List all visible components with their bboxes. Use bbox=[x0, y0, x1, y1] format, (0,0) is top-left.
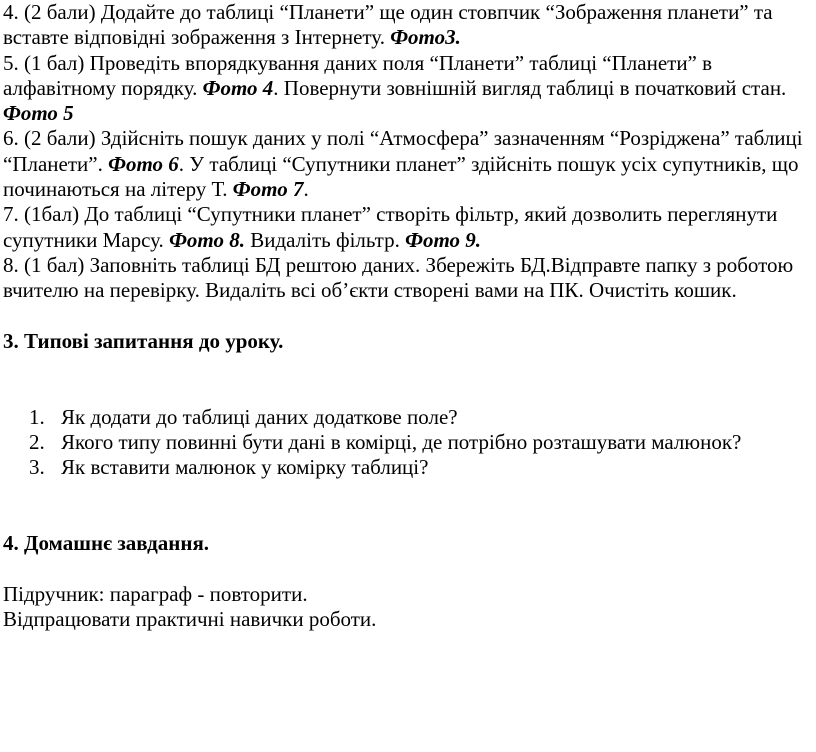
task-4 bbox=[3, 0, 812, 51]
list-item bbox=[29, 430, 812, 455]
task-7-text: 7. (1бал) До таблиці “Супутники планет” створіть фільтр, який дозволить переглянути супутники Марсу. bbox=[3, 202, 778, 252]
task-5-text-b: . Повернути зовнішній вигляд таблиці в початковий стан. bbox=[273, 75, 787, 100]
task-4-photo-ref: Фото3. bbox=[390, 25, 461, 50]
spacer bbox=[3, 379, 812, 404]
task-7-text-b: Видаліть фільтр. bbox=[244, 227, 406, 252]
homework-line-2: Відпрацювати практичні навички роботи. bbox=[3, 607, 377, 632]
list-item bbox=[29, 455, 812, 480]
task-8-text: 8. (1 бал) Заповніть таблиці БД рештою даних. Збережіть БД.Відправте папку з роботою вчителю на перевірку. Видаліть всі об’єкти створені вами на ПК. Очистіть кошик. bbox=[3, 252, 794, 303]
task-7-photo-ref-b: Фото 9. bbox=[405, 227, 482, 252]
task-6-photo-ref-b: Фото 7 bbox=[232, 177, 304, 202]
task-8 bbox=[3, 253, 812, 304]
list-item bbox=[29, 404, 812, 430]
section-4-heading: 4. Домашнє завдання. bbox=[3, 531, 210, 556]
task-6-photo-ref-a: Фото 6 bbox=[108, 151, 179, 176]
list-item-number: 3. bbox=[29, 455, 45, 480]
tasks-block bbox=[3, 0, 812, 304]
task-5-photo-ref-a: Фото 4 bbox=[202, 75, 274, 100]
task-5 bbox=[3, 51, 812, 127]
spacer bbox=[3, 481, 812, 506]
task-5-photo-ref-b: Фото 5 bbox=[3, 101, 74, 126]
task-7 bbox=[3, 202, 812, 253]
section-3-heading: 3. Типові запитання до уроку. bbox=[3, 328, 284, 353]
questions-list bbox=[3, 405, 812, 481]
task-4-text: 4. (2 бали) Додайте до таблиці “Планети” ще один стовпчик “Зображення планети” та вставте відповідні зображення з Інтернету. bbox=[3, 0, 773, 50]
task-6 bbox=[3, 126, 812, 202]
spacer bbox=[3, 354, 812, 379]
task-5-text: 5. (1 бал) Проведіть впорядкування даних поля “Планети” таблиці “Планети” в алфавітному порядку. bbox=[3, 50, 713, 100]
list-item-text: Якого типу повинні бути дані в комірці, де потрібно розташувати малюнок? bbox=[61, 430, 742, 455]
spacer bbox=[3, 304, 812, 329]
list-item-text: Як вставити малюнок у комірку таблиці? bbox=[61, 455, 429, 480]
task-6-text: 6. (2 бали) Здійсніть пошук даних у полі “Атмосфера” зазначенням “Розріджена” таблиці “Планети”. bbox=[3, 126, 803, 176]
list-item-number: 2. bbox=[29, 430, 45, 455]
homework-line-1: Підручник: параграф - повторити. bbox=[3, 581, 308, 606]
list-item-text: Як додати до таблиці даних додаткове поле? bbox=[61, 404, 458, 429]
spacer bbox=[3, 506, 812, 531]
task-7-photo-ref-a: Фото 8. bbox=[169, 227, 245, 252]
task-6-text-c: . bbox=[303, 177, 309, 202]
spacer bbox=[3, 557, 812, 582]
list-item-number: 1. bbox=[29, 404, 45, 429]
task-6-text-b: . У таблиці “Супутники планет” здійсніть пошук усіх супутників, що починаються на літеру Т. bbox=[3, 151, 799, 202]
